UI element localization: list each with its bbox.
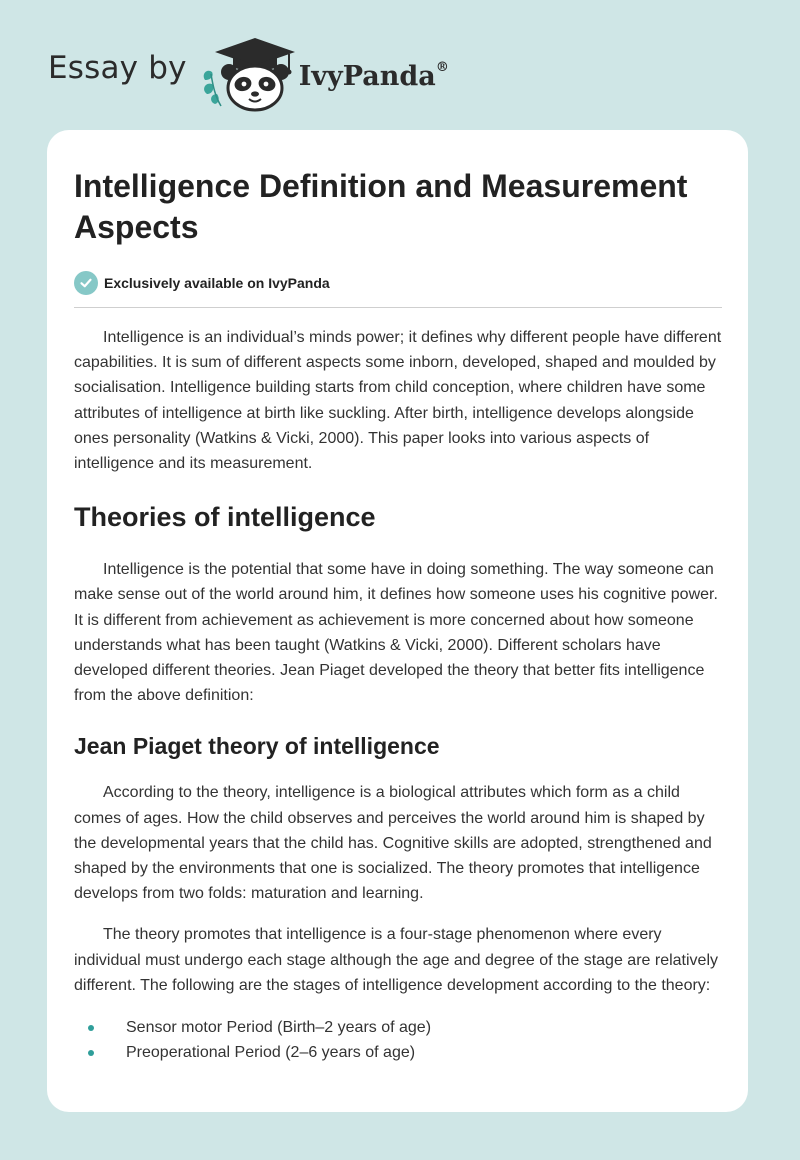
brand-header (48, 34, 449, 114)
check-circle-icon (74, 271, 98, 295)
stage-label: Preoperational Period (2–6 years of age) (126, 1044, 416, 1062)
page-title: Intelligence Definition and Measurement Aspects (74, 168, 688, 245)
exclusive-badge (74, 270, 722, 296)
bullet-dot-icon (88, 1050, 94, 1056)
exclusive-label: Exclusively available on IvyPanda (104, 275, 330, 291)
brand-prefix: Essay by (48, 50, 187, 86)
section-heading-theories: Theories of intelligence (74, 502, 376, 533)
essay-card (47, 130, 748, 1112)
piaget-paragraph-2: The theory promotes that intelligence is a four-stage phenomenon where every individual must undergo each stage although the age and degree of the stage are relatively different. The following are the stages of intelligence development according to the theory: (74, 926, 718, 994)
stages-list (74, 1015, 722, 1065)
theories-paragraph: Intelligence is the potential that some have in doing something. The way someone can make sense out of the world around him, it defines how someone uses his cognitive power. It is different from achievement as achievement is more concerned about how someone understands what has been taught (Watkins & Vicki, 2000). Different scholars have developed different theories. Jean Piaget developed the theory that better fits intelligence from the above definition: (74, 561, 718, 705)
bullet-dot-icon (88, 1025, 94, 1031)
brand-name[interactable]: IvyPanda® (298, 59, 449, 92)
list-item (74, 1040, 722, 1065)
divider (74, 307, 722, 308)
piaget-paragraph-1: According to the theory, intelligence is a biological attributes which form as a child comes of ages. How the child observes and perceives the world around him is shaped by the developmental years that the child has. Cognitive skills are adopted, strengthened and shaped by the environments that one is socialized. The theory promotes that intelligence develops from two folds: maturation and learning. (74, 784, 712, 903)
panda-graduate-logo-icon[interactable] (199, 34, 297, 114)
section-heading-piaget: Jean Piaget theory of intelligence (74, 733, 440, 760)
list-item (74, 1015, 722, 1040)
stage-label: Sensor motor Period (Birth–2 years of age) (126, 1019, 432, 1037)
intro-paragraph: Intelligence is an individual’s minds power; it defines why different people have different capabilities. It is sum of different aspects some inborn, developed, shaped and moulded by socialisation. Intelligence building starts from child conception, where children have some attributes of intelligence at birth like suckling. After birth, intelligence develops alongside ones personality (Watkins & Vicki, 2000). This paper looks into various aspects of intelligence and its measurement. (74, 329, 722, 473)
